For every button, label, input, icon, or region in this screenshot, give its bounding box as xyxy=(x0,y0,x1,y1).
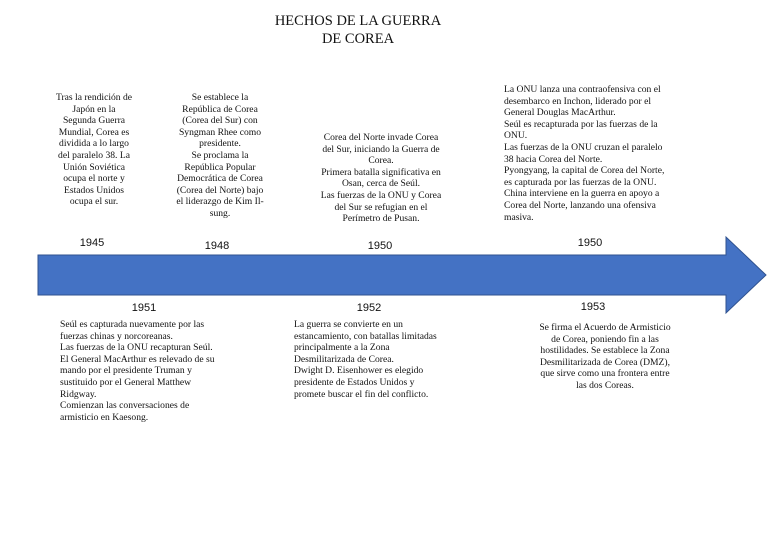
event-1950b-text: La ONU lanza una contraofensiva con el desembarco en Inchon, liderado por el General Douglas MacArthur. Seúl es recapturada por las fuerzas de la ONU. Las fuerzas de la ONU cruzan el paralelo 38 hacia Corea del Norte. Pyongyang, la capital de Corea del Norte, es capturada por las fuerzas de la ONU. China interviene en la guerra en apoyo a Corea del Norte, lanzando una ofensiva masiva. xyxy=(504,84,665,223)
event-1952-year: 1952 xyxy=(356,302,382,314)
event-1948-year: 1948 xyxy=(204,240,230,252)
event-1948-text: Se establece la República de Corea (Corea del Sur) con Syngman Rhee como presidente. Se proclama la República Popular Democrática de Corea (Corea del Norte) bajo el liderazgo de Kim Il- sung. xyxy=(176,92,264,219)
event-1945-text: Tras la rendición de Japón en la Segunda Guerra Mundial, Corea es dividida a lo largo del paralelo 38. La Unión Soviética ocupa el norte y Estados Unidos ocupa el sur. xyxy=(55,92,133,208)
event-1950b-year: 1950 xyxy=(577,237,603,249)
timeline-title: HECHOS DE LA GUERRA DE COREA xyxy=(274,13,442,47)
event-1945-year: 1945 xyxy=(79,237,105,249)
event-1953-year: 1953 xyxy=(580,301,606,313)
event-1951-text: Seúl es capturada nuevamente por las fuerzas chinas y norcoreanas. Las fuerzas de la ONU recapturan Seúl. El General MacArthur es relevado de su mando por el presidente Truman y sustituido por el General Matthew Ridgway. Comienzan las conversaciones de armisticio en Kaesong. xyxy=(60,319,215,423)
event-1953-text: Se firma el Acuerdo de Armisticio de Corea, poniendo fin a las hostilidades. Se establece la Zona Desmilitarizada de Corea (DMZ), que sirve como una frontera entre las dos Coreas. xyxy=(539,322,671,391)
event-1950a-year: 1950 xyxy=(367,240,393,252)
event-1951-year: 1951 xyxy=(131,302,157,314)
event-1950a-text: Corea del Norte invade Corea del Sur, iniciando la Guerra de Corea. Primera batalla significativa en Osan, cerca de Seúl. Las fuerzas de la ONU y Corea del Sur se refugian en el Perímetro de Pusan. xyxy=(320,132,442,225)
event-1952-text: La guerra se convierte en un estancamiento, con batallas limitadas principalmente a la Zona Desmilitarizada de Corea. Dwight D. Eisenhower es elegido presidente de Estados Unidos y promete buscar el fin del conflicto. xyxy=(294,319,437,400)
